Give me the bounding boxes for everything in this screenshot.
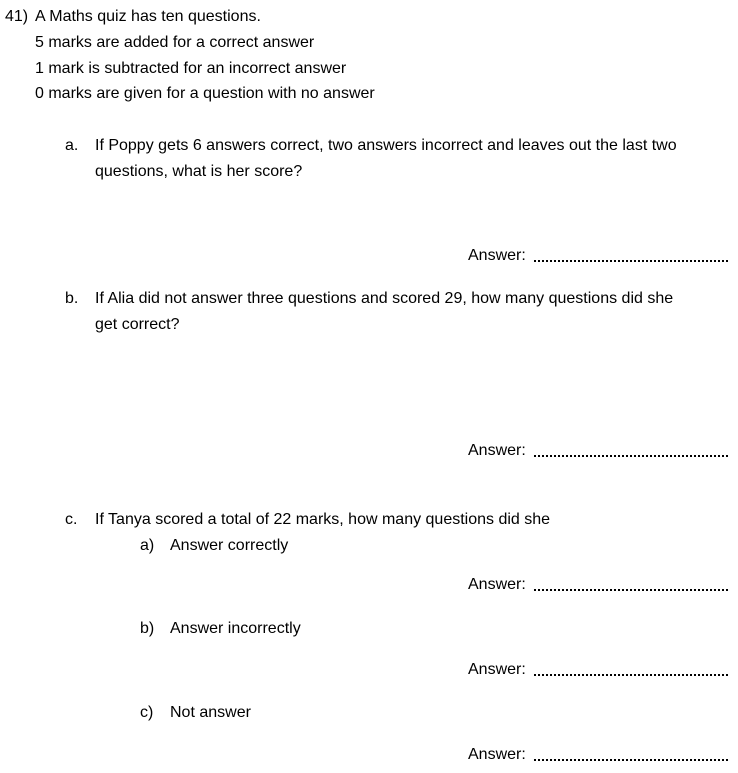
part-c-sub-c-text: Not answer xyxy=(170,704,251,721)
rule-no-answer: 0 marks are given for a question with no answer xyxy=(35,85,375,102)
answer-dotted-line xyxy=(534,260,728,262)
part-c-question: If Tanya scored a total of 22 marks, how many questions did she xyxy=(95,511,551,528)
part-c-sub-b-text: Answer incorrectly xyxy=(170,620,301,637)
part-c-sub-a-marker: a) xyxy=(140,537,155,554)
part-b-question: If Alia did not answer three questions and scored 29, how many questions did she xyxy=(95,290,674,307)
answer-field-c-b[interactable] xyxy=(468,660,526,680)
part-c-sub-c-marker: c) xyxy=(140,704,154,721)
answer-field-c-c[interactable] xyxy=(468,745,526,765)
answer-field-a[interactable] xyxy=(468,246,526,266)
answer-label: Answer: xyxy=(468,576,526,593)
answer-dotted-line xyxy=(534,674,728,676)
answer-dotted-line xyxy=(534,759,728,761)
part-b-marker: b. xyxy=(65,290,79,307)
rule-incorrect: 1 mark is subtracted for an incorrect answer xyxy=(35,60,347,77)
rule-correct: 5 marks are added for a correct answer xyxy=(35,34,315,51)
answer-field-c-a[interactable] xyxy=(468,575,526,595)
answer-dotted-line xyxy=(534,455,728,457)
part-b-question-cont: get correct? xyxy=(95,316,180,333)
part-c-marker: c. xyxy=(65,511,78,528)
answer-dotted-line xyxy=(534,589,728,591)
answer-label: Answer: xyxy=(468,442,526,459)
question-number: 41) xyxy=(5,8,29,25)
question-title: A Maths quiz has ten questions. xyxy=(35,8,261,25)
part-a-question-cont: questions, what is her score? xyxy=(95,163,303,180)
part-a-marker: a. xyxy=(65,137,79,154)
part-a-question: If Poppy gets 6 answers correct, two answers incorrect and leaves out the last two xyxy=(95,137,677,154)
answer-field-b[interactable] xyxy=(468,441,526,461)
answer-label: Answer: xyxy=(468,746,526,763)
answer-label: Answer: xyxy=(468,661,526,678)
answer-label: Answer: xyxy=(468,247,526,264)
part-c-sub-a-text: Answer correctly xyxy=(170,537,289,554)
part-c-sub-b-marker: b) xyxy=(140,620,155,637)
